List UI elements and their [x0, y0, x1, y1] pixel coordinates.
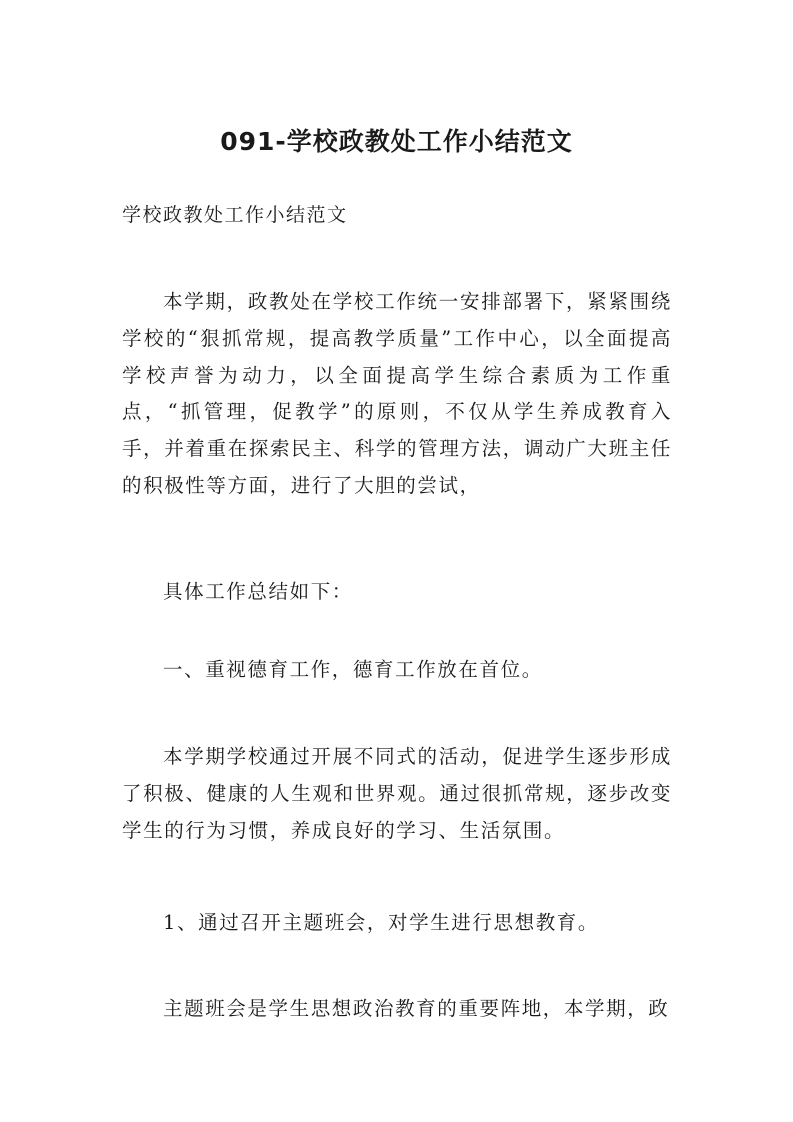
paragraph-class-meetings: 主题班会是学生思想政治教育的重要阵地，本学期，政	[163, 997, 670, 1020]
document-subtitle: 学校政教处工作小结范文	[122, 204, 348, 226]
document-title: 091-学校政教处工作小结范文	[220, 127, 573, 156]
paragraph-intro: 本学期，政教处在学校工作统一安排部署下，紧紧围绕学校的“狠抓常规，提高教学质量”工作中心，以全面提高学校声誉为动力，以全面提高学生综合素质为工作重点，“抓管理，促教学”的原则，不仅从学生养成教育入手，并着重在探索民主、科学的管理方法，调动广大班主任的积极性等方面，进行了大胆的尝试，	[122, 290, 672, 497]
paragraph-summary-lead: 具体工作总结如下：	[163, 580, 353, 603]
subsection-heading-class-meetings: 1、通过召开主题班会，对学生进行思想教育。	[163, 911, 600, 934]
section-heading-moral-education: 一、重视德育工作，德育工作放在首位。	[163, 658, 543, 681]
paragraph-activities: 本学期学校通过开展不同式的活动，促进学生逐步形成了积极、健康的人生观和世界观。通过很抓常规，逐步改变学生的行为习惯，养成良好的学习、生活氛围。	[122, 745, 672, 842]
